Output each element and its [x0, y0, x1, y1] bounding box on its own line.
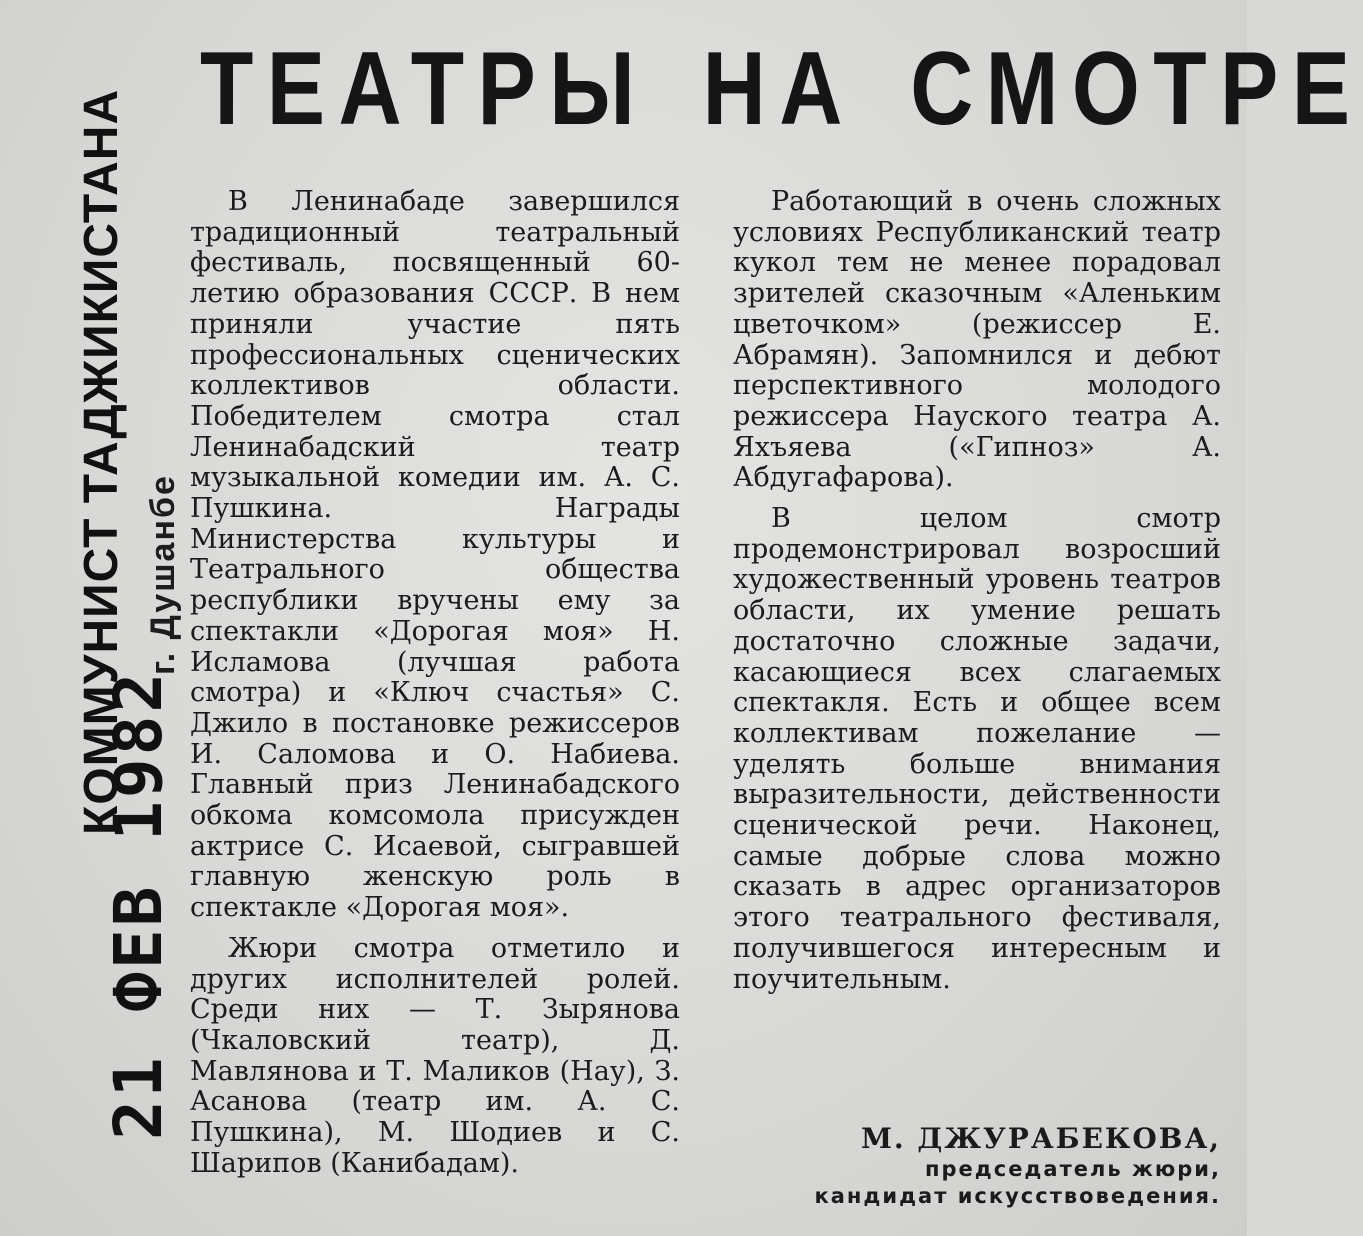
stamp-date: 21 ФЕВ 1982 — [100, 669, 177, 1140]
article-paragraph: Работающий в очень сложных условиях Республиканский театр кукол тем не менее порадовал зрителей сказочным «Аленьким цветочком» (режиссер Е. Абрамян). Запомнился и дебют перспективного молодого режиссера Науского театра А. Яхъяева («Гипноз» А. Абдугафарова). — [733, 186, 1221, 494]
article-paragraph: В целом смотр продемонстрировал возросший художественный уровень театров области, их умение решать достаточно сложные задачи, касающиеся всех слагаемых спектакля. Есть и общее всем коллективам пожелание — уделять больше внимания выразительности, действенности сценической речи. Наконец, самые добрые слова можно сказать в адрес организаторов этого театрального фестиваля, получившегося интересным и поучительным. — [733, 503, 1221, 995]
article-right-column — [733, 187, 1221, 995]
headline: ТЕАТРЫ НА СМОТРЕ — [200, 31, 1363, 147]
article-paragraph: В Ленинабаде завершился традиционный театральный фестиваль, посвященный 60-летию образования СССР. В нем приняли участие пять профессиональных сценических коллективов области. Победителем смотра стал Ленинабадский театр музыкальной комедии им. А. С. Пушкина. Награды Министерства культуры и Театрального общества республики вручены ему за спектакли «Дорогая моя» Н. Исламова (лучшая работа смотра) и «Ключ счастья» С. Джило в постановке режиссеров И. Саломова и О. Набиева. Главный приз Ленинабадского обкома комсомола присужден актрисе С. Исаевой, сыгравшей главную женскую роль в спектакле «Дорогая моя». — [190, 186, 680, 924]
author-role: председатель жюри, — [925, 1157, 1221, 1181]
article-paragraph: Жюри смотра отметило и других исполнителей ролей. Среди них — Т. Зырянова (Чкаловский театр), Д. Мавлянова и Т. Маликов (Нау), З. Асанова (театр им. А. С. Пушкина), М. Шодиев и С. Шарипов (Канибадам). — [190, 932, 680, 1179]
author-title: кандидат искусствоведения. — [814, 1184, 1221, 1208]
publication-stamp — [2, 88, 182, 1170]
author-name: М. ДЖУРАБЕКОВА, — [860, 1122, 1221, 1155]
stamp-newspaper-name: КОММУНИСТ ТАДЖИКИСТАНА — [75, 88, 128, 835]
article-left-column — [190, 187, 680, 1180]
author-signature — [733, 1122, 1221, 1210]
stamp-city: г. Душанбе — [144, 474, 182, 675]
